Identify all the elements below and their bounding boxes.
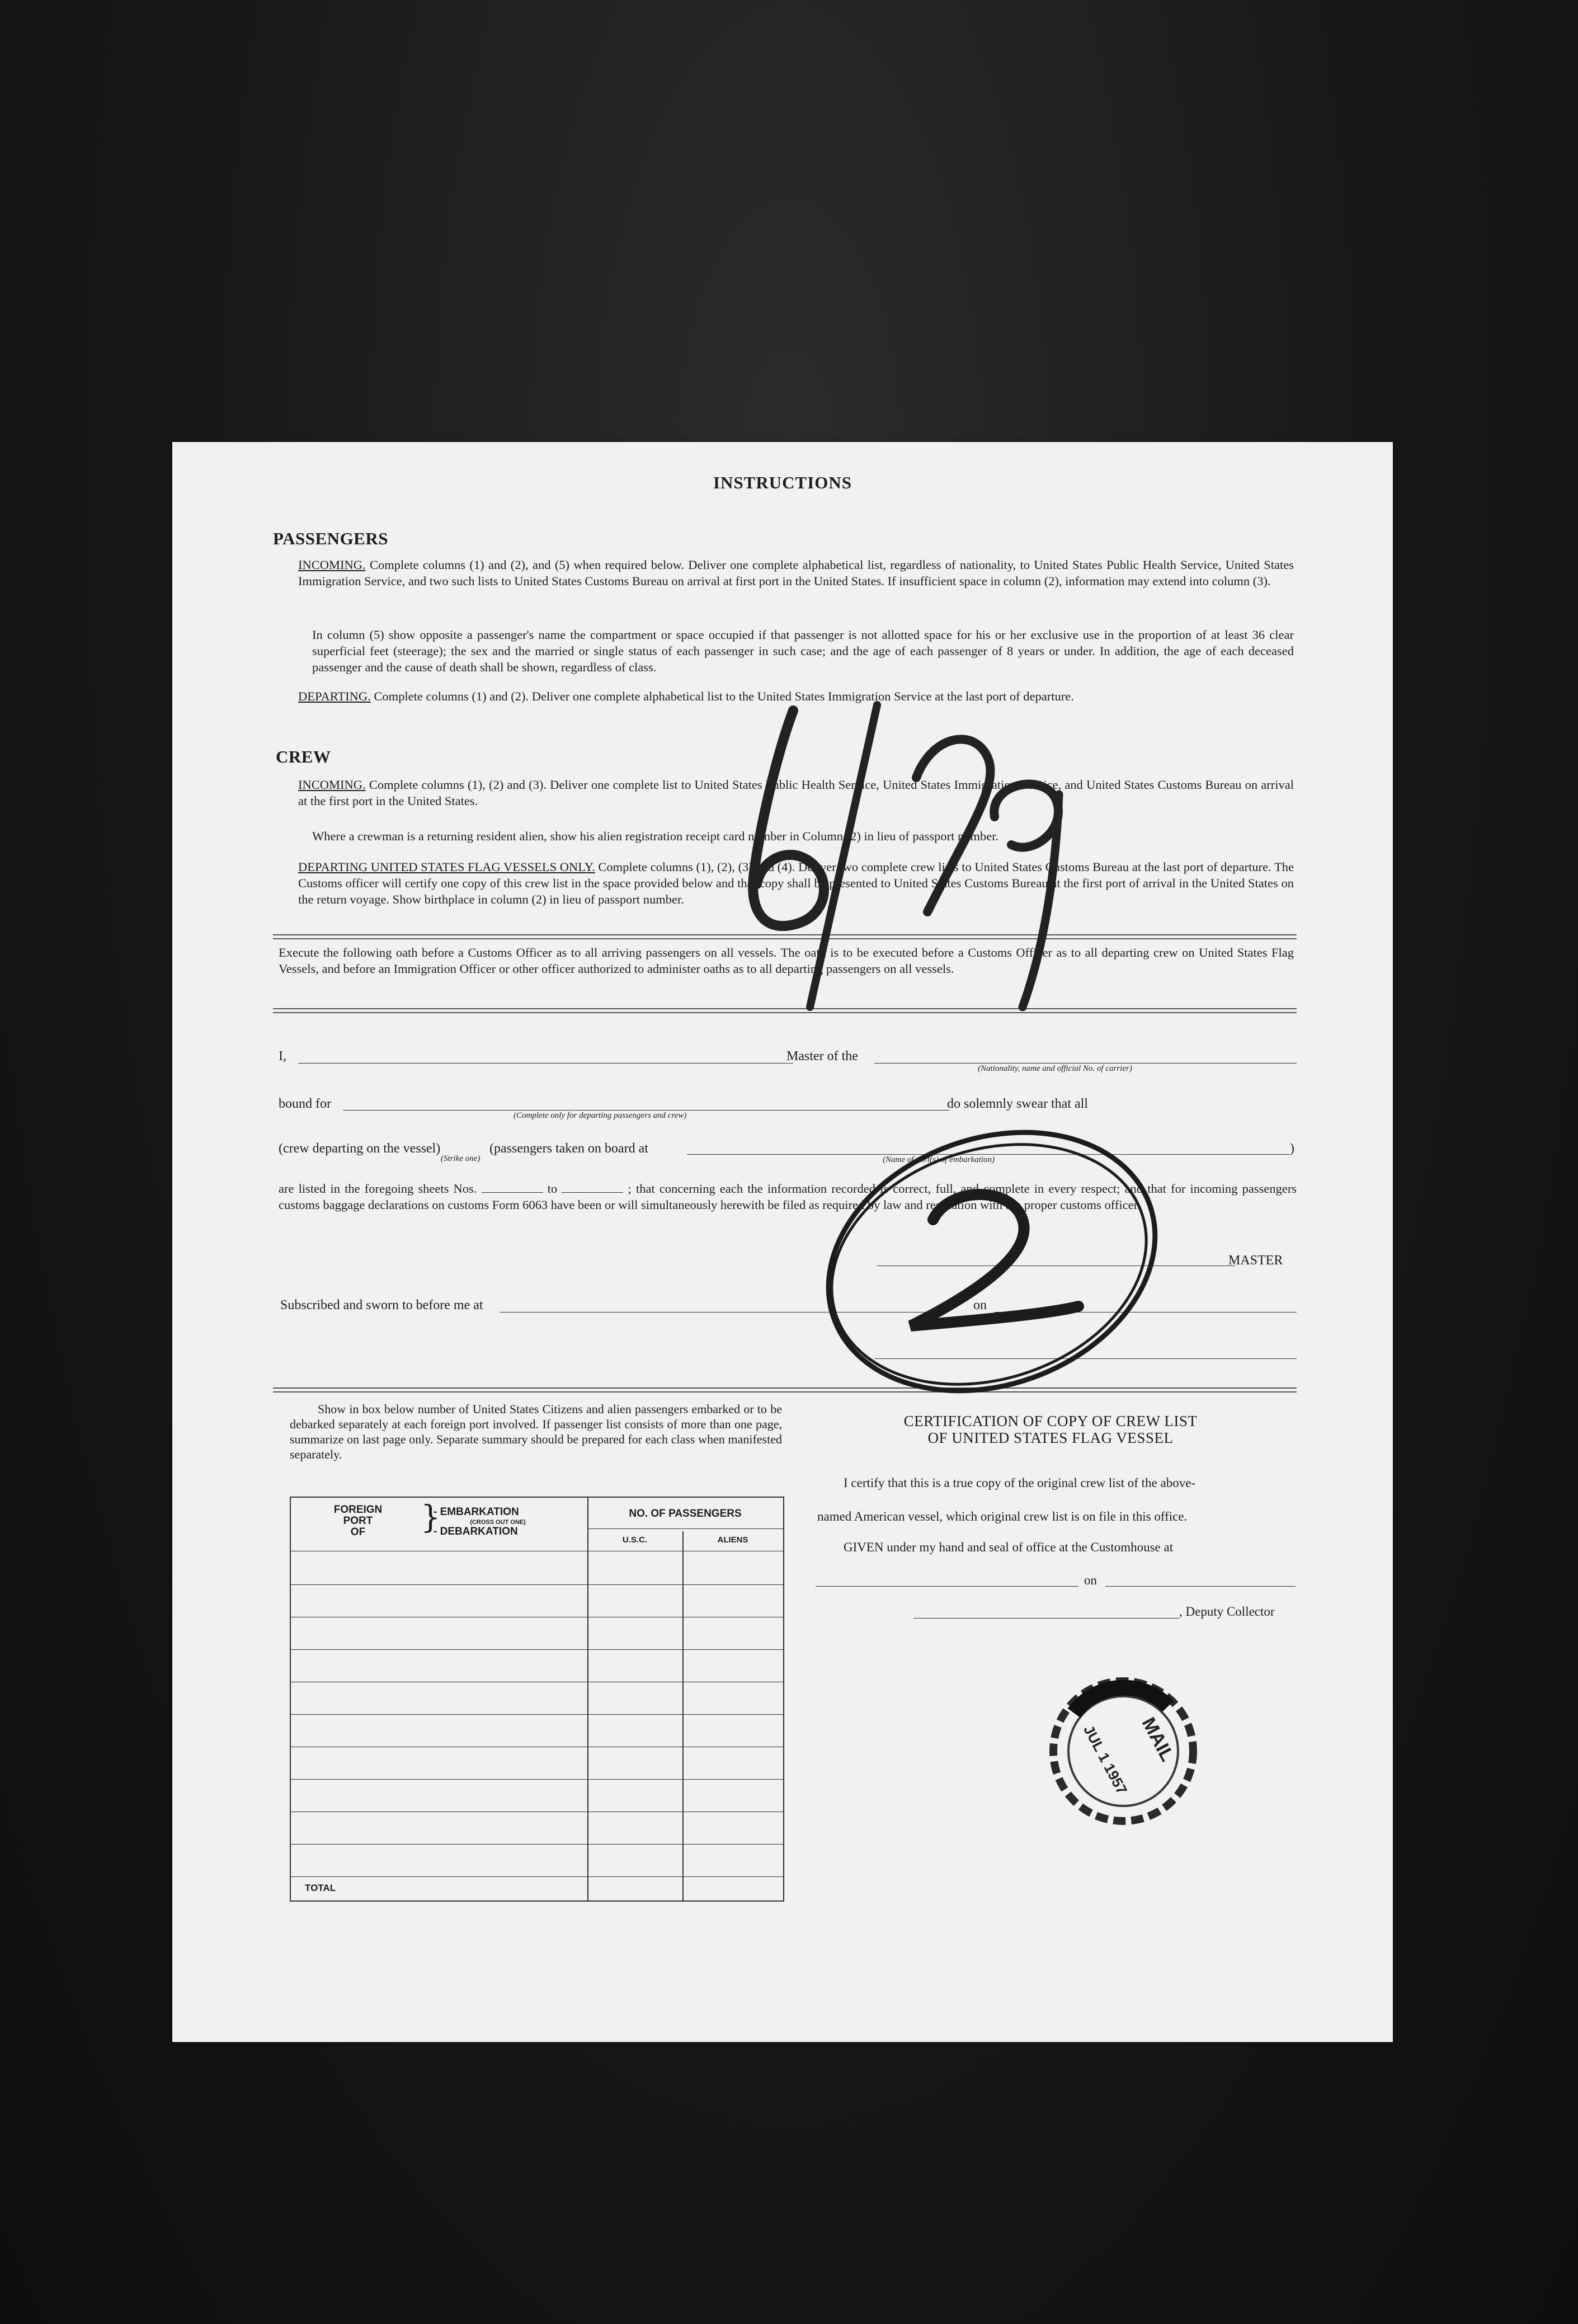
swear-text: do solemnly swear that all [947, 1097, 1088, 1111]
departing-note: (Complete only for departing passengers and crew) [514, 1111, 687, 1120]
total-label: TOTAL [305, 1883, 336, 1893]
subscribed-on-label: on [973, 1298, 987, 1312]
oath-i-label: I, [279, 1049, 286, 1064]
passengers-departing-label: DEPARTING. [298, 689, 371, 703]
handwritten-circled-2 [792, 1089, 1191, 1435]
handwritten-number-6-29 [753, 705, 1059, 1007]
passengers-departing-text: Complete columns (1) and (2). Deliver one complete alphabetical list to the United States Immigration Service at the last port of departure. [374, 689, 1074, 703]
crew-incoming-label: INCOMING. [298, 778, 366, 792]
oath-intro: Execute the following oath before a Customs Officer as to all arriving passengers on all vessels. The oath is to be executed before a Customs Officer as to all departing crew on United States Flag Vessels, and before an Immigration Officer or other officer authorized to administer oaths as to all departing passengers on all vessels. [279, 945, 1294, 976]
column5-paragraph: In column (5) show opposite a passenger's name the compartment or space occupied if that passenger is not allotted space for his or her exclusive use in the proportion of at least 36 clear superficial feet (steerage); the sex and the married or single status of each passenger in such case; and the age of each passenger of 8 years or under. In addition, the age of each deceased passenger and the cause of death shall be shown, regardless of class. [312, 628, 1294, 674]
strike-one-note: (Strike one) [441, 1154, 481, 1163]
passengers-taken-option: (passengers taken on board at [489, 1141, 648, 1156]
close-paren: ) [1290, 1141, 1294, 1156]
certification-line-2: named American vessel, which original crew list is on file in this office. [817, 1509, 1188, 1523]
crew-resident-paragraph: Where a crewman is a returning resident alien, show his alien registration receipt card number in Column (2) in lieu of passport number. [312, 829, 999, 843]
passengers-incoming-text: Complete columns (1) and (2), and (5) when required below. Deliver one complete alphabetical list, regardless of nationality, to United States Public Health Service, United States Immigration Service, and two such lists to United States Customs Bureau on arrival at first port in the United States. If insufficient space in column (2), information may extend into column (3). [298, 558, 1294, 588]
certification-line-3: GIVEN under my hand and seal of office at the Customhouse at [844, 1540, 1174, 1554]
crew-incoming-text: Complete columns (1), (2) and (3). Deliver one complete list to United States Public Health Service, United States Immigration Service, and United States Customs Bureau on arrival at the first port in the United States. [298, 778, 1294, 808]
carrier-note: (Nationality, name and official No. of carrier) [978, 1064, 1132, 1073]
cross-out-note: (CROSS OUT ONE) [470, 1519, 526, 1526]
listed-text-a: are listed in the foregoing sheets Nos. [279, 1182, 477, 1196]
passengers-heading: PASSENGERS [273, 529, 388, 548]
certification-title-line-1: CERTIFICATION OF COPY OF CREW LIST [903, 1413, 1198, 1429]
deputy-collector-label: , Deputy Collector [1179, 1605, 1275, 1619]
embarkation-option[interactable]: - EMBARKATION [434, 1506, 519, 1518]
master-label: MASTER [1228, 1253, 1283, 1268]
stamp-date-text: JUL 1 1957 [1080, 1722, 1131, 1798]
no-passengers-header: NO. OF PASSENGERS [629, 1508, 742, 1519]
crew-heading: CREW [276, 747, 331, 766]
page-title: INSTRUCTIONS [713, 473, 852, 492]
usc-header: U.S.C. [622, 1535, 648, 1545]
ports-note: (Name of port(s) of embarkation) [883, 1155, 995, 1164]
aliens-header: ALIENS [717, 1535, 748, 1545]
listed-to: to [547, 1182, 558, 1196]
document-page [172, 442, 1393, 2042]
certification-title-line-2: OF UNITED STATES FLAG VESSEL [927, 1429, 1174, 1446]
crew-departing-label: DEPARTING UNITED STATES FLAG VESSELS ONLY. [298, 860, 595, 874]
certification-on: on [1084, 1573, 1097, 1587]
brace-glyph: } [421, 1499, 441, 1536]
handwriting-overlay [172, 442, 1393, 2042]
summary-intro: Show in box below number of United States Citizens and alien passengers embarked or to be debarked separately at each foreign port involved. If passenger list consists of more than one page, summarize on last page only. Separate summary should be prepared for each class when manifested separately. [290, 1402, 782, 1461]
foreign-port-word-2: PORT [343, 1515, 373, 1527]
crew-departing-text: Complete columns (1), (2), (3) and (4). Deliver two complete crew lists to United States Customs Bureau at the last port of departure. The Customs officer will certify one copy of this crew list in the space provided below and that copy shall be presented to United States Customs Bureau at the first port of arrival in the United States on the return voyage. Show birthplace in column (2) in lieu of passport number. [298, 860, 1294, 906]
foreign-port-word-1: FOREIGN [333, 1504, 383, 1516]
foreign-port-word-3: OF [350, 1526, 366, 1538]
subscribed-label: Subscribed and sworn to before me at [280, 1298, 483, 1312]
crew-departing-option: (crew departing on the vessel) [279, 1141, 441, 1156]
debarkation-option[interactable]: - DEBARKATION [434, 1526, 518, 1537]
master-of-label: Master of the [786, 1049, 858, 1064]
listed-text-b: ; that concerning each the information recorded is correct, full, and complete in every respect; and that for incoming passengers customs baggage declarations on customs Form 6063 have been or will simultaneously herewith be filed as required by law and regulation with the proper customs officer. [279, 1182, 1297, 1212]
passengers-incoming-label: INCOMING. [298, 558, 366, 572]
stamp-mail-text: MAIL [1137, 1714, 1179, 1765]
certification-line-1: I certify that this is a true copy of the original crew list of the above- [844, 1476, 1196, 1490]
bound-for-label: bound for [279, 1097, 331, 1111]
